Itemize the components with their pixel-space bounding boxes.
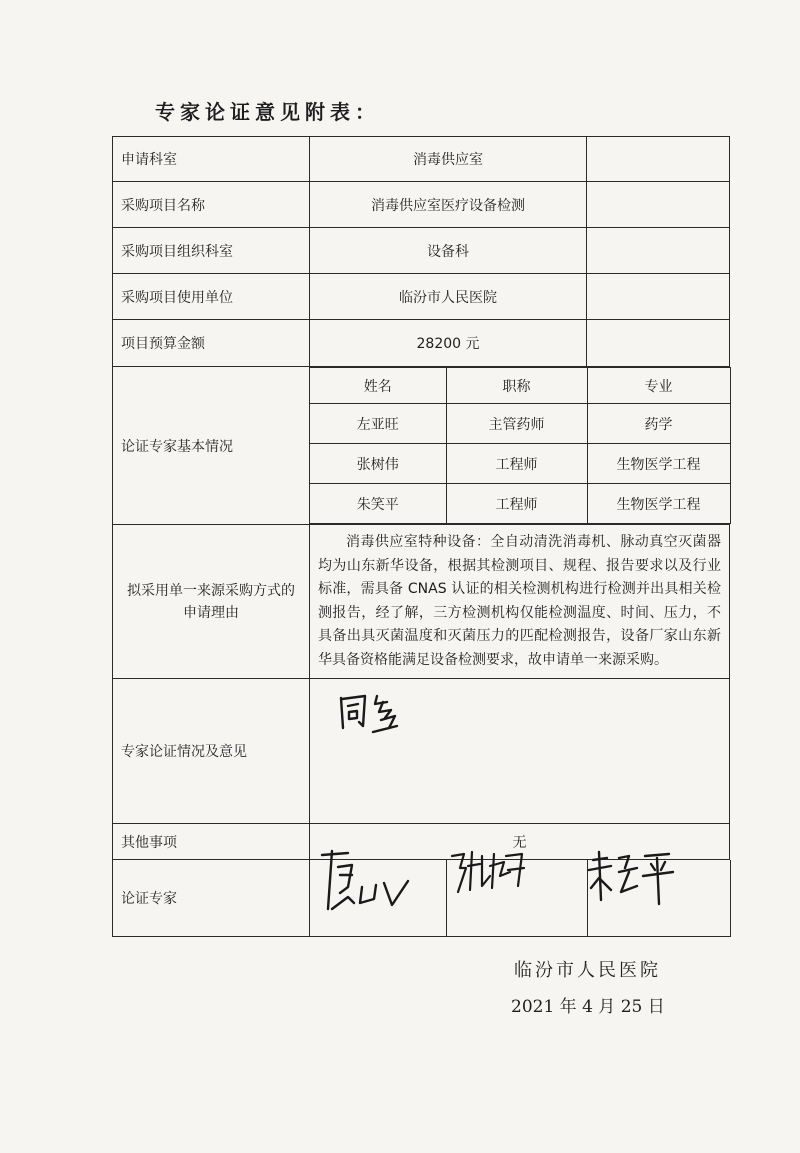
- row-project-name: [113, 182, 730, 228]
- row-dept: [113, 137, 730, 182]
- expert-major: 生物医学工程: [587, 484, 730, 524]
- expert-name: 左亚旺: [310, 404, 446, 444]
- experts-table: [310, 367, 731, 524]
- row-opinion: [113, 679, 730, 824]
- expert-opinion-form: [112, 136, 729, 937]
- experts-header-name: 姓名: [310, 368, 446, 404]
- row-reason: [113, 525, 730, 679]
- project-name-extra-cell: [587, 182, 730, 228]
- expert-major: 药学: [587, 404, 730, 444]
- dept-value: 消毒供应室: [310, 137, 587, 182]
- project-name-label: 采购项目名称: [113, 182, 310, 228]
- signers-label: 论证专家: [113, 860, 310, 937]
- row-organizer: [113, 228, 730, 274]
- opinion-signature: [335, 688, 415, 738]
- dept-extra-cell: [587, 137, 730, 182]
- other-value: 无: [310, 824, 730, 860]
- signature-zuo-yawang: [318, 847, 413, 919]
- footer-date: 2021 年 4 月 25 日: [511, 997, 665, 1017]
- experts-header-title: 职称: [446, 368, 587, 404]
- row-budget: [113, 320, 730, 367]
- experts-header-row: [310, 368, 730, 404]
- expert-major: 生物医学工程: [587, 444, 730, 484]
- reason-text: 消毒供应室特种设备：全自动清洗消毒机、脉动真空灭菌器均为山东新华设备，根据其检测项目、规程、报告要求以及行业标准，需具备 CNAS 认证的相关检测机构进行检测并出具相关检测报告，经了解，三方检测机构仅能检测温度、时间、压力，不具备出具灭菌温度和灭菌压力的匹配检测报告，设备厂家山东新华具备资格能满足设备检测要求，故申请单一来源采购。: [318, 534, 721, 668]
- expert-name: 张树伟: [310, 444, 446, 484]
- expert-name: 朱笑平: [310, 484, 446, 524]
- expert-title: 工程师: [446, 484, 587, 524]
- user-unit-value: 临汾市人民医院: [310, 274, 587, 320]
- footer-organization: 临汾市人民医院: [514, 960, 661, 981]
- expert-title: 工程师: [446, 444, 587, 484]
- opinion-label: 专家论证情况及意见: [113, 679, 310, 824]
- user-unit-extra-cell: [587, 274, 730, 320]
- organizer-value: 设备科: [310, 228, 587, 274]
- budget-value: 28200 元: [310, 320, 587, 367]
- row-experts: [113, 367, 730, 525]
- signature-zhu-xiaoping: [585, 848, 680, 908]
- expert-row: [310, 404, 730, 444]
- dept-label: 申请科室: [113, 137, 310, 182]
- form-table: [112, 136, 730, 937]
- experts-label: 论证专家基本情况: [113, 367, 310, 525]
- page-title: 专家论证意见附表：: [155, 100, 380, 124]
- budget-label: 项目预算金额: [113, 320, 310, 367]
- organizer-extra-cell: [587, 228, 730, 274]
- organizer-label: 采购项目组织科室: [113, 228, 310, 274]
- other-label: 其他事项: [113, 824, 310, 860]
- expert-row: [310, 484, 730, 524]
- expert-title: 主管药师: [446, 404, 587, 444]
- reason-label: 拟采用单一来源采购方式的申请理由: [113, 525, 310, 679]
- expert-row: [310, 444, 730, 484]
- row-user-unit: [113, 274, 730, 320]
- experts-cell: [310, 367, 730, 525]
- experts-header-major: 专业: [587, 368, 730, 404]
- project-name-value: 消毒供应室医疗设备检测: [310, 182, 587, 228]
- reason-cell: [310, 525, 730, 679]
- budget-extra-cell: [587, 320, 730, 367]
- user-unit-label: 采购项目使用单位: [113, 274, 310, 320]
- signature-zhang-shuwei: [448, 846, 528, 898]
